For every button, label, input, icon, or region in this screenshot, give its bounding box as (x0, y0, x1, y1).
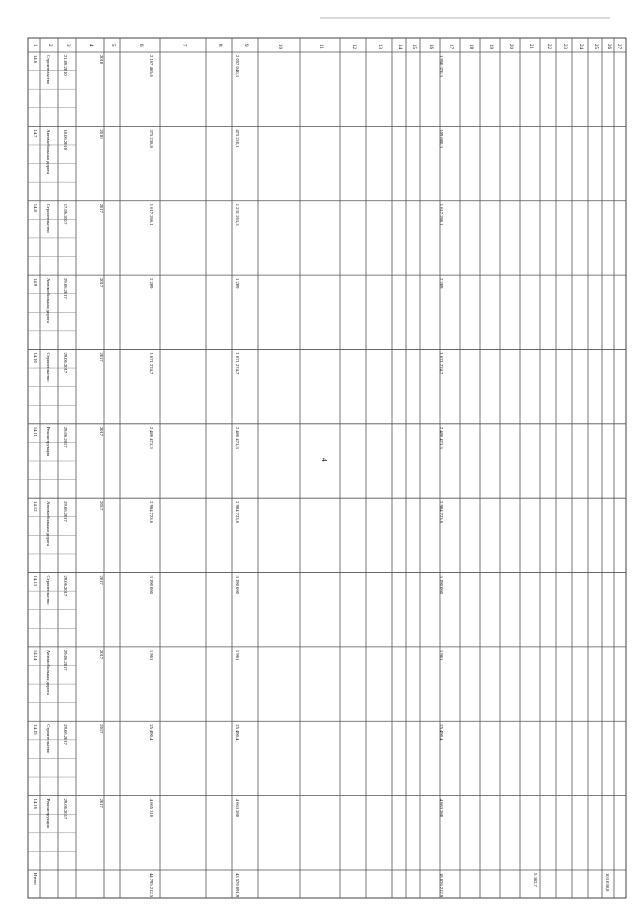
object-year: 2017 (99, 649, 104, 660)
value-remaining: 2 486 473,3 (439, 426, 444, 449)
column-number: 22 (546, 44, 551, 49)
column-number: 2 (47, 44, 52, 47)
object-name: Автомобильная дорога (46, 278, 51, 323)
row-number: 14.10 (33, 352, 38, 363)
value-remaining: 2 209 (439, 278, 444, 289)
totals-label: Итого (33, 873, 38, 885)
totals-value-extra: 5 382,7 (533, 873, 538, 887)
column-number: 21 (528, 44, 533, 49)
value-funded: 1 671 274,7 (235, 352, 240, 375)
object-year: 2017 (99, 575, 104, 585)
value-total: 3 190 060 (149, 575, 154, 594)
column-number: 25 (593, 44, 598, 49)
column-number: 24 (578, 44, 583, 49)
object-name: Реконструкция (46, 798, 51, 828)
value-funded: 2 984 723,6 (235, 501, 240, 524)
row-number: 14.8 (33, 203, 38, 212)
value-funded: 475 210,1 (235, 129, 240, 148)
table-row (33, 576, 444, 606)
object-code: 29.06.2017 (63, 501, 68, 522)
table-row (33, 352, 444, 382)
table-column-lines (40, 38, 614, 898)
value-funded: 1 961 (235, 649, 240, 661)
table-row (33, 650, 444, 695)
value-total: 4 665 310 (149, 798, 154, 818)
object-year: 2017 (99, 724, 104, 734)
object-code: 29.06.2017 (63, 724, 68, 745)
column-number: 9 (243, 44, 248, 47)
column-number: 13 (377, 44, 382, 49)
row-number: 14.13 (33, 575, 38, 586)
column-number: 1 (32, 44, 37, 47)
column-number: 27 (616, 44, 621, 49)
column-number: 19 (488, 44, 493, 49)
column-number: 17 (448, 44, 453, 49)
table-rows (33, 55, 444, 829)
object-year: 2017 (99, 352, 104, 362)
totals-value-final: 103 038,8 (605, 873, 610, 892)
object-name: Строительство (46, 203, 51, 233)
object-code: 29.06.2017 (63, 798, 68, 820)
totals-value-remaining: 18 876 212,9 (439, 873, 444, 898)
value-remaining: 1 961 (439, 649, 444, 661)
object-year: 2017 (99, 278, 104, 288)
row-number: 14.14 (33, 649, 38, 661)
column-number: 11 (318, 44, 323, 49)
column-number: 7 (181, 44, 186, 47)
object-code: 29.06.2017 (63, 426, 68, 448)
row-number: 14.15 (33, 724, 38, 735)
table-row (33, 204, 444, 234)
column-number: 6 (138, 44, 143, 47)
value-funded: 4 663 280 (235, 798, 240, 818)
value-funded: 2 057 040,3 (235, 55, 240, 77)
row-number: 14.16 (33, 798, 38, 809)
object-code: 29.06.2017 (63, 649, 68, 671)
value-total: 25 490,4 (149, 724, 154, 741)
value-funded: 3 190 060 (235, 575, 240, 594)
object-code: 29.06.2017 (63, 575, 68, 597)
object-year: 2017 (99, 798, 104, 808)
column-number: 18 (468, 44, 473, 49)
column-number: 12 (351, 44, 356, 49)
row-number: 14.11 (33, 426, 38, 437)
value-remaining: 109 800,3 (439, 129, 444, 148)
column-number: 15 (411, 44, 416, 49)
totals-value-total: 44 795 212,5 (149, 873, 154, 898)
object-name: Автомобильная дорога (46, 649, 51, 695)
value-funded: 1 209 (235, 278, 240, 289)
value-total: 1 961 (149, 649, 154, 661)
column-number: 3 (65, 44, 70, 47)
object-year: 2010 (99, 55, 104, 65)
column-number: 20 (508, 44, 513, 49)
object-code: 18.06.2010 (63, 129, 68, 151)
totals-row (33, 873, 610, 898)
object-code: 21.06.2010 (63, 55, 68, 76)
column-number: 23 (562, 44, 567, 49)
value-remaining: 25 490,4 (439, 724, 444, 741)
value-remaining: 1 950 370,3 (439, 55, 444, 77)
table-row (33, 724, 444, 754)
value-remaining: 1 671 274,7 (439, 352, 444, 375)
value-remaining: 4 663 280 (439, 798, 444, 818)
object-name: Автомобильная дорога (46, 501, 51, 547)
row-number: 14.6 (33, 55, 38, 64)
row-number: 14.12 (33, 501, 38, 512)
value-total: 2 167 465,6 (149, 55, 154, 77)
row-number: 14.9 (33, 278, 38, 287)
object-name: Строительство (46, 724, 51, 754)
table-row (33, 55, 444, 85)
value-remaining: 2 984 723,6 (439, 501, 444, 524)
table-row (33, 427, 444, 457)
object-code: 17.06.2017 (63, 203, 68, 225)
table-row (33, 799, 444, 829)
object-year: 2017 (99, 426, 104, 437)
column-number: 16 (428, 44, 433, 49)
column-number: 10 (277, 44, 282, 49)
value-remaining: 3 190 060 (439, 575, 444, 594)
column-number: 14 (397, 44, 402, 49)
object-name: Строительство (46, 55, 51, 85)
object-year: 2010 (99, 129, 104, 139)
object-name: Реконструкция (46, 426, 51, 457)
value-funded: 2 486 473,3 (235, 426, 240, 449)
value-total: 2 209 (149, 278, 154, 289)
page-number: 4 (320, 458, 328, 462)
column-number: 8 (217, 44, 222, 47)
value-remaining: 1 617 266,1 (439, 203, 444, 226)
value-total: 1 671 274,7 (149, 352, 154, 375)
object-code: 29.06.2017 (63, 352, 68, 374)
table-row (33, 501, 444, 546)
table-frame (28, 38, 626, 898)
column-number: 26 (606, 44, 611, 49)
object-name: Автомобильная дорога (46, 129, 51, 175)
object-year: 2017 (99, 501, 104, 511)
column-number: 5 (110, 44, 115, 47)
object-year: 2017 (99, 203, 104, 213)
object-code: 29.06.2017 (63, 278, 68, 299)
object-name: Строительство (46, 352, 51, 382)
table-row (33, 278, 444, 323)
row-number: 14.7 (33, 129, 38, 138)
value-funded: 25 490,4 (235, 724, 240, 741)
value-funded: 1 231 263,3 (235, 203, 240, 226)
value-total: 1 617 266,1 (149, 203, 154, 226)
totals-value-funded: 43 576 891,9 (235, 873, 240, 898)
object-name: Строительство (46, 575, 51, 605)
column-number: 4 (88, 44, 93, 47)
table-row (33, 129, 444, 174)
value-total: 2 984 723,6 (149, 501, 154, 524)
value-total: 2 486 473,3 (149, 426, 154, 449)
value-total: 375 236,8 (149, 129, 154, 148)
